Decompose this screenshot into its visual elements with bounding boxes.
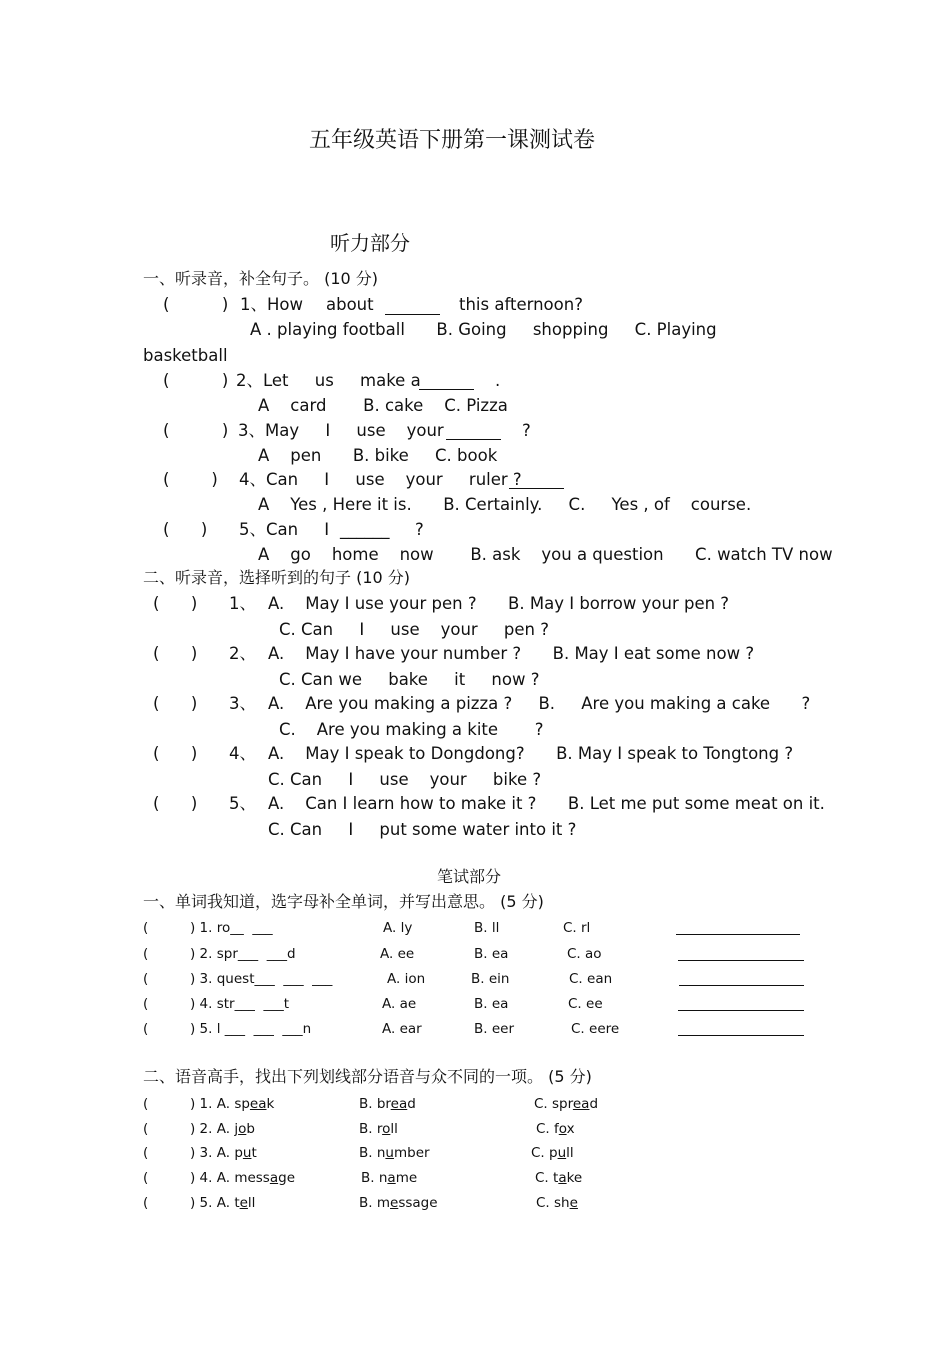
option-b: B. ein — [471, 971, 510, 987]
word-part: p — [234, 1145, 243, 1161]
option-a: A. ae — [382, 996, 417, 1012]
options-text: C. Can I put some water into it ? — [268, 820, 577, 839]
option-c: C. rl — [563, 920, 591, 936]
word-option-a — [190, 1147, 257, 1161]
option-b: B. eer — [474, 1021, 515, 1037]
answer-paren[interactable]: ( ) — [153, 594, 198, 613]
option-a: A. ear — [382, 1021, 422, 1037]
underlined-letters: u — [242, 1145, 252, 1161]
underlined-letters: o — [238, 1121, 247, 1137]
word-option-a — [190, 1098, 274, 1112]
question-number: 5、 — [229, 794, 256, 813]
option-b: B. ea — [474, 996, 509, 1012]
options-text: A pen B. bike C. book — [258, 446, 498, 465]
underlined-letters: e — [569, 1195, 578, 1211]
question-text: ? — [522, 421, 531, 440]
answer-paren[interactable]: ( — [143, 1096, 149, 1112]
options-text: A go home now B. ask you a question C. watch TV now — [258, 545, 833, 564]
word-part: t — [251, 1145, 257, 1161]
answer-paren[interactable]: ( ) — [163, 295, 229, 314]
word-item: ) 1. ro__ ___ — [190, 920, 273, 936]
word-option-a — [190, 1197, 255, 1211]
listening-heading: 听力部分 — [330, 231, 410, 255]
options-text: A. Can I learn how to make it ? B. Let me put some meat on it. — [268, 794, 825, 813]
word-part: B. br — [359, 1096, 391, 1112]
underlined-letters: a — [558, 1170, 567, 1186]
word-part: x — [566, 1121, 575, 1137]
word-part: ll — [247, 1195, 256, 1211]
option-a-label: ) 3. A. — [190, 1145, 235, 1161]
underlined-letters: u — [385, 1145, 394, 1161]
underlined-letters: ea — [249, 1096, 267, 1112]
word-item: ) 2. spr___ ___d — [190, 946, 296, 962]
answer-paren[interactable]: ( ) — [163, 520, 208, 539]
options-text: A card B. cake C. Pizza — [258, 396, 508, 415]
meaning-blank[interactable] — [676, 934, 800, 935]
underlined-letters: o — [382, 1121, 391, 1137]
meaning-blank[interactable] — [678, 1010, 804, 1011]
options-text: C. Are you making a kite ? — [279, 720, 544, 739]
meaning-blank[interactable] — [679, 985, 804, 986]
word-item: ) 5. l ___ ___ ___n — [190, 1021, 312, 1037]
word-part: B. m — [359, 1195, 390, 1211]
option-a-label: ) 5. A. — [190, 1195, 235, 1211]
word-option-b — [359, 1147, 430, 1161]
question-text: 3、May I use your — [238, 421, 444, 440]
question-text: 2、Let us make a — [236, 371, 421, 390]
options-text: A Yes , Here it is. B. Certainly. C. Yes , of course. — [258, 495, 752, 514]
listening-part1-heading: 一、听录音，补全句子。 (10 分) — [143, 269, 379, 288]
word-part: b — [246, 1121, 255, 1137]
underlined-letters: u — [557, 1145, 567, 1161]
question-text: 5、Can I — [239, 520, 330, 539]
options-text: C. Can I use your bike ? — [268, 770, 542, 789]
answer-paren[interactable]: ( — [143, 920, 149, 936]
word-part: B. n — [361, 1170, 388, 1186]
answer-paren[interactable]: ( ) — [153, 744, 198, 763]
word-part: me — [395, 1170, 418, 1186]
underlined-letters: ea — [572, 1096, 590, 1112]
word-option-b — [359, 1123, 398, 1137]
answer-paren[interactable]: ( — [143, 946, 149, 962]
answer-paren[interactable]: ( — [143, 1145, 149, 1161]
answer-paren[interactable]: ( — [143, 1195, 149, 1211]
word-part: C. sh — [536, 1195, 570, 1211]
word-part: ge — [278, 1170, 295, 1186]
option-c: C. ee — [568, 996, 603, 1012]
answer-paren[interactable]: ( — [143, 1021, 149, 1037]
answer-paren[interactable]: ( ) — [153, 794, 198, 813]
option-c: C. eere — [571, 1021, 620, 1037]
option-a-label: ) 2. A. — [190, 1121, 235, 1137]
option-a-label: ) 4. A. — [190, 1170, 235, 1186]
options-text: A. May I use your pen ? B. May I borrow your pen ? — [268, 594, 730, 613]
answer-paren[interactable]: ( — [143, 1121, 149, 1137]
question-number: 4、 — [229, 744, 256, 763]
answer-paren[interactable]: ( — [143, 1170, 149, 1186]
word-part: mess — [234, 1170, 270, 1186]
question-text: 4、Can I use your ruler ? — [239, 470, 522, 489]
word-part: C. spr — [534, 1096, 573, 1112]
word-part: d — [589, 1096, 599, 1112]
meaning-blank[interactable] — [678, 960, 804, 961]
answer-blank[interactable]: ______ — [340, 520, 390, 539]
answer-blank[interactable] — [419, 389, 474, 390]
answer-paren[interactable]: ( ) — [163, 470, 218, 489]
question-text: . — [495, 371, 501, 390]
options-text: A. May I speak to Dongdong? B. May I speak to Tongtong ? — [268, 744, 794, 763]
word-part: j — [234, 1121, 239, 1137]
option-b: B. ea — [474, 946, 509, 962]
word-part: C. f — [536, 1121, 559, 1137]
word-option-a — [190, 1172, 295, 1186]
word-part: B. r — [359, 1121, 383, 1137]
writing-heading: 笔试部分 — [437, 867, 502, 886]
word-option-c — [536, 1123, 575, 1137]
options-text: A . playing football B. Going shopping C. Playing — [250, 320, 717, 339]
question-number: 1、 — [229, 594, 256, 613]
answer-paren[interactable]: ( ) — [153, 644, 198, 663]
listening-part2-heading: 二、听录音，选择听到的句子 (10 分) — [143, 568, 411, 587]
word-part: ke — [566, 1170, 583, 1186]
writing-part1-heading: 一、单词我知道，选字母补全单词，并写出意思。 (5 分) — [143, 892, 544, 911]
underlined-letters: e — [390, 1195, 399, 1211]
option-a: A. ee — [380, 946, 415, 962]
option-c: C. ean — [569, 971, 613, 987]
options-text: C. Can I use your pen ? — [279, 620, 550, 639]
underlined-letters: e — [239, 1195, 248, 1211]
word-item: ) 4. str___ ___t — [190, 996, 289, 1012]
word-part: mber — [393, 1145, 430, 1161]
question-number: 3、 — [229, 694, 256, 713]
word-part: ssage — [398, 1195, 438, 1211]
word-part: C. p — [531, 1145, 558, 1161]
writing-part2-heading: 二、语音高手，找出下列划线部分语音与众不同的一项。 (5 分) — [143, 1067, 592, 1086]
answer-blank[interactable] — [509, 488, 564, 489]
option-b: B. ll — [474, 920, 500, 936]
word-part: ll — [390, 1121, 398, 1137]
answer-blank[interactable] — [446, 439, 501, 440]
options-text: A. Are you making a pizza ? B. Are you making a cake ? — [268, 694, 811, 713]
option-a: A. ly — [383, 920, 413, 936]
question-text: 1、How — [240, 295, 303, 314]
answer-paren[interactable]: ( ) — [153, 694, 198, 713]
word-option-a — [190, 1123, 255, 1137]
word-part: ll — [566, 1145, 574, 1161]
word-part: C. t — [535, 1170, 559, 1186]
question-text: about — [326, 295, 374, 314]
meaning-blank[interactable] — [678, 1035, 804, 1036]
underlined-letters: a — [387, 1170, 396, 1186]
word-option-b — [359, 1197, 438, 1211]
word-option-c — [531, 1147, 574, 1161]
option-a: A. ion — [387, 971, 426, 987]
word-part: B. n — [359, 1145, 386, 1161]
word-option-c — [535, 1172, 582, 1186]
options-text: basketball — [143, 346, 228, 365]
word-part: k — [266, 1096, 275, 1112]
options-text: A. May I have your number ? B. May I eat some now ? — [268, 644, 755, 663]
word-option-c — [534, 1098, 598, 1112]
word-option-c — [536, 1197, 578, 1211]
word-option-b — [359, 1098, 416, 1112]
underlined-letters: a — [269, 1170, 279, 1186]
word-part: d — [407, 1096, 416, 1112]
word-part: t — [234, 1195, 240, 1211]
question-number: 2、 — [229, 644, 256, 663]
answer-blank[interactable] — [385, 314, 440, 315]
word-item: ) 3. quest___ ___ ___ — [190, 971, 333, 987]
word-option-b — [361, 1172, 417, 1186]
word-part: sp — [234, 1096, 250, 1112]
option-a-label: ) 1. A. — [190, 1096, 235, 1112]
question-text: this afternoon? — [459, 295, 583, 314]
answer-paren[interactable]: ( ) — [163, 421, 229, 440]
question-text: ? — [415, 520, 424, 539]
options-text: C. Can we bake it now ? — [279, 670, 540, 689]
underlined-letters: ea — [390, 1096, 408, 1112]
answer-paren[interactable]: ( — [143, 971, 149, 987]
option-c: C. ao — [567, 946, 602, 962]
underlined-letters: o — [558, 1121, 567, 1137]
answer-paren[interactable]: ( ) — [163, 371, 229, 390]
page-title: 五年级英语下册第一课测试卷 — [309, 128, 596, 153]
answer-paren[interactable]: ( — [143, 996, 149, 1012]
